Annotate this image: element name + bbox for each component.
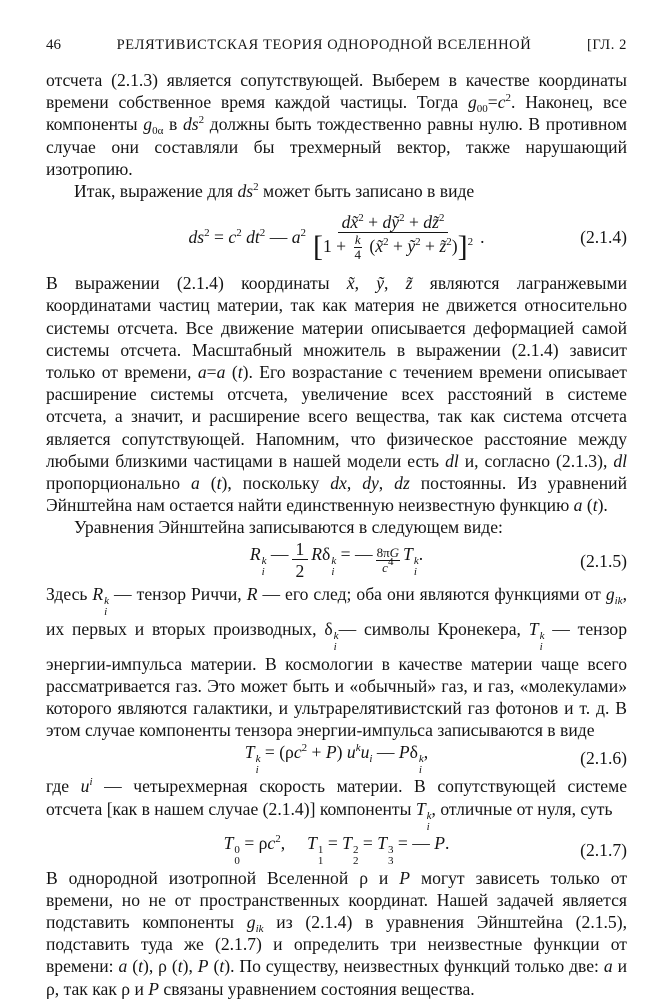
equation-number: (2.1.4) — [580, 227, 627, 248]
equation-2-1-6: T k i = $(\rho c^2 + P)$ $u^ku_i$ — Pδ k i , (2.1.6) — [244, 741, 627, 776]
chapter-label: [ГЛ. 2 — [586, 37, 627, 53]
running-title: РЕЛЯТИВИСТСКАЯ ТЕОРИЯ ОДНОРОДНОЙ ВСЕЛЕННОЙ — [116, 37, 532, 53]
equation-2-1-7: T 0 0 = $\rho c^2$, T 1 1 = T 2 2 = T 3 3 = — P. (2.1.7) — [223, 833, 627, 868]
paragraph-5: Здесь R k i — тензор Риччи, R — его след; оба они являются функциями от $g_{ik}$, их первых и вторых производных, δ k i — символы Кронекера, T k i — тензор энергии-импульса материи. В космологии в качестве материи чаще всего рассматривается газ. Это может быть и «обычный» газ, и газ, «молекулами» которого являются галактики, и ультрарелятивистский газ фотонов и т. д. В этом случае компоненты тензора энергии-импульса записываются в виде — [46, 583, 628, 741]
equation-2-1-5: R k i — $\frac{1}{2}$ Rδ k i = — $\frac{8\pi G}{c^4}$ T k i . (2.1.5) — [249, 539, 627, 582]
running-header — [46, 34, 627, 56]
paragraph-1: отсчета (2.1.3) является сопутствующей. Выберем в качестве координаты времени собственное время каждой частицы. Тогда $g_{00}=c^2$. Наконец, все компоненты $g_{0\alpha}$ в $ds^2$ должны быть тождественно равны нулю. В противном случае они составляли бы трехмерный вектор, также нарушающий изотропию. — [46, 70, 627, 179]
paragraph-2: Итак, выражение для $ds^2$ может быть записано в виде — [74, 181, 475, 202]
equation-number: (2.1.6) — [580, 748, 627, 769]
equation-number: (2.1.5) — [580, 550, 627, 571]
equation-2-1-4: $ds^2 = c^2$ $dt^2$ — $a^2$ dx̃$^2$ + dỹ$^2$ + dz̃$^2$ [1 + $\frac{k}{4}$ (x̃$^2$ + ỹ$^2$ + z̃$^2$)]$^2$ . (2.1.4) — [188, 211, 627, 263]
paragraph-3: В выражении (2.1.4) координаты x̃, ỹ, z̃ являются лагранжевыми координатами частиц материи, так как материя не движется относительно системы отсчета. Все движение материи описывается деформацией самой системы отсчета. Масштабный множитель в выражении (2.1.4) зависит только от времени, a=a (t). Его возрастание с течением времени описывает расширение системы отсчета, увеличение всех расстояний в системе отсчета, а значит, и расширение всего вещества, так как система отсчета является сопутствующей. Напомним, что физическое расстояние между любыми близкими частицами в нашей модели есть dl и, согласно (2.1.3), dl пропорционально a (t), поскольку dx, dy, dz постоянны. Из уравнений Эйнштейна нам остается найти единственную неизвестную функцию a (t). — [46, 273, 628, 516]
paragraph-4: Уравнения Эйнштейна записываются в следующем виде: — [74, 517, 503, 538]
paragraph-7: В однородной изотропной Вселенной ρ и P могут зависеть только от времени, но не от пространственных координат. Нашей задачей является подставить компоненты $g_{ik}$ из (2.1.4) в уравнения Эйнштейна (2.1.5), подставить туда же (2.1.7) и определить три неизвестные функции от времени: a (t), ρ (t), P (t). По существу, неизвестных функций только две: a и ρ, так как ρ и P связаны уравнением состояния вещества. — [46, 867, 628, 999]
page-number: 46 — [46, 37, 61, 53]
equation-number: (2.1.7) — [580, 839, 627, 860]
paragraph-6: где $u^i$ — четырехмерная скорость материи. В сопутствующей системе отсчета [как в нашем случае (2.1.4)] компоненты T k i , отличные от нуля, суть — [46, 776, 628, 833]
